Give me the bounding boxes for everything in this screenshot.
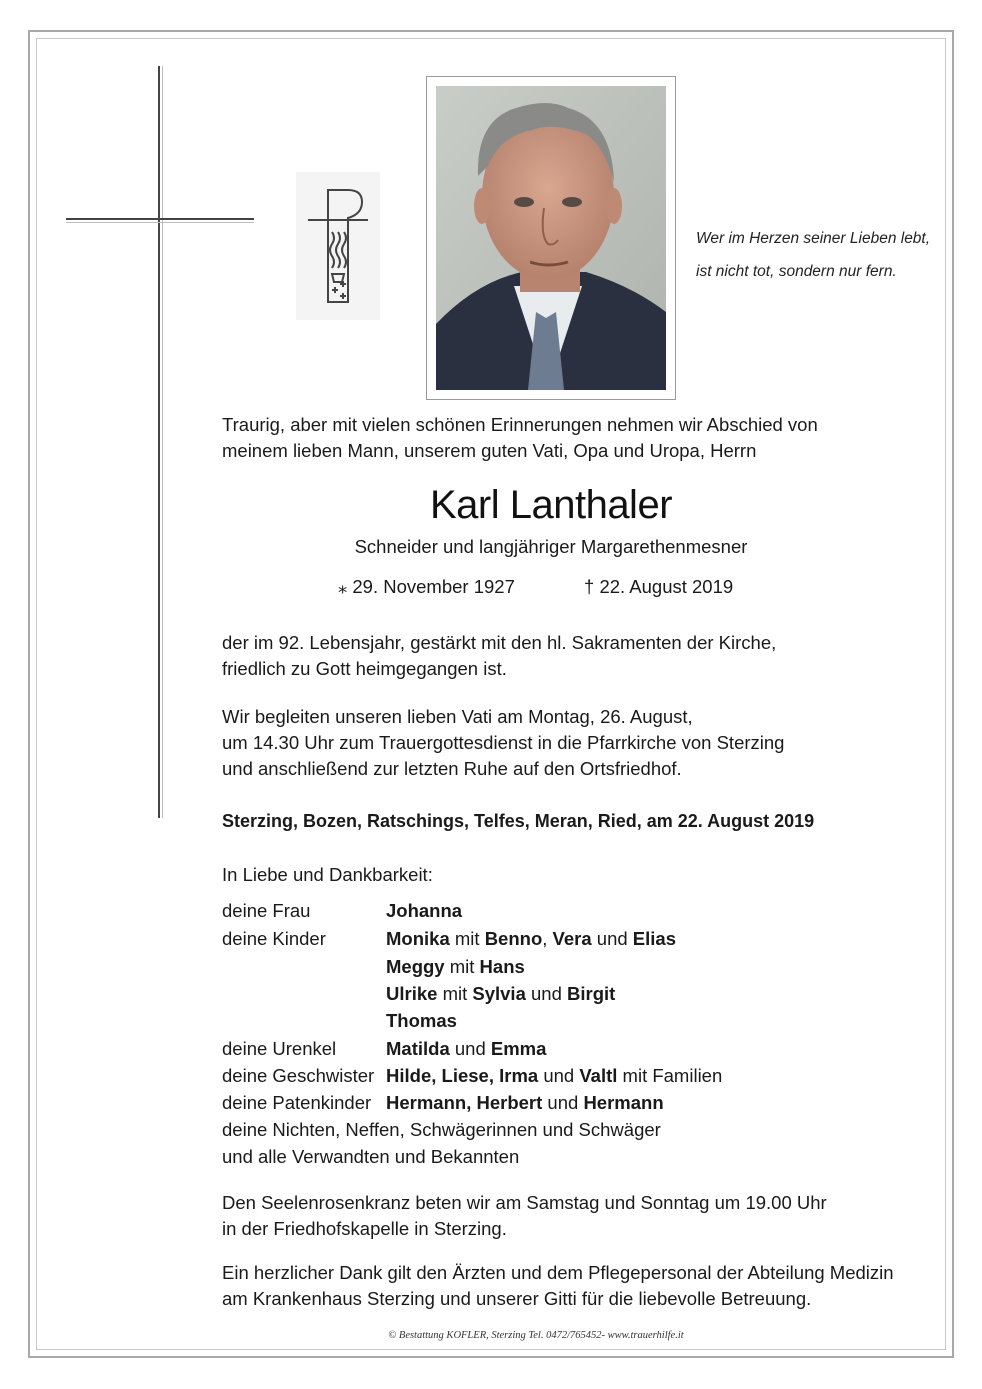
mourners-heading: In Liebe und Dankbarkeit: (222, 864, 433, 885)
relation-names: Meggy mit Hans (386, 956, 525, 977)
death-date: † 22. August 2019 (584, 576, 734, 597)
memorial-quote (696, 222, 946, 288)
quote-line: ist nicht tot, sondern nur fern. (696, 263, 897, 280)
intro-line: meinem lieben Mann, unserem guten Vati, Opa und Uropa, Herrn (222, 440, 757, 461)
birth-date: ⁎ 29. November 1927 (338, 576, 515, 597)
funeral-line: Wir begleiten unseren lieben Vati am Montag, 26. August, (222, 706, 693, 727)
quote-line: Wer im Herzen seiner Lieben lebt, (696, 230, 931, 247)
thanks-line: am Krankenhaus Sterzing und unserer Gitti für die liebevolle Betreuung. (222, 1288, 812, 1309)
birth-icon: ⁎ (338, 576, 348, 597)
rosary-line: Den Seelenrosenkranz beten wir am Samstag und Sonntag um 19.00 Uhr (222, 1192, 827, 1213)
relation-names: Hilde, Liese, Irma und Valtl mit Familien (386, 1065, 723, 1086)
relation-others: und alle Verwandten und Bekannten (222, 1146, 520, 1167)
intro-line: Traurig, aber mit vielen schönen Erinnerungen nehmen wir Abschied von (222, 414, 818, 435)
place-date: Sterzing, Bozen, Ratschings, Telfes, Meran, Ried, am 22. August 2019 (222, 811, 815, 831)
relation-label: deine Urenkel (222, 1038, 337, 1059)
relation-names: Monika mit Benno, Vera und Elias (386, 928, 676, 949)
relation-label: deine Frau (222, 900, 311, 921)
relation-names: Hermann, Herbert und Hermann (386, 1092, 664, 1113)
portrait-photo (436, 86, 666, 390)
relation-label: deine Geschwister (222, 1065, 375, 1086)
deceased-name: Karl Lanthaler (429, 483, 673, 527)
relation-names: Ulrike mit Sylvia und Birgit (386, 983, 616, 1004)
relation-others: deine Nichten, Neffen, Schwägerinnen und Schwäger (222, 1119, 661, 1140)
passing-line: friedlich zu Gott heimgegangen ist. (222, 658, 507, 679)
funeral-line: um 14.30 Uhr zum Trauergottesdienst in die Pfarrkirche von Sterzing (222, 732, 785, 753)
relation-label: deine Patenkinder (222, 1092, 372, 1113)
chi-rho-baptism-icon (296, 172, 380, 320)
deceased-occupation: Schneider und langjähriger Margarethenmesner (354, 536, 748, 557)
relation-names: Thomas (386, 1010, 457, 1031)
relation-names: Johanna (386, 900, 463, 921)
relation-label: deine Kinder (222, 928, 326, 949)
rosary-line: in der Friedhofskapelle in Sterzing. (222, 1218, 507, 1239)
relation-names: Matilda und Emma (386, 1038, 547, 1059)
death-cross-icon: † (584, 576, 595, 597)
passing-line: der im 92. Lebensjahr, gestärkt mit den hl. Sakramenten der Kirche, (222, 632, 777, 653)
funeral-home-credit: © Bestattung KOFLER, Sterzing Tel. 0472/765452- www.trauerhilfe.it (388, 1330, 684, 1341)
funeral-line: und anschließend zur letzten Ruhe auf den Ortsfriedhof. (222, 758, 682, 779)
thanks-line: Ein herzlicher Dank gilt den Ärzten und dem Pflegepersonal der Abteilung Medizin (222, 1262, 894, 1283)
